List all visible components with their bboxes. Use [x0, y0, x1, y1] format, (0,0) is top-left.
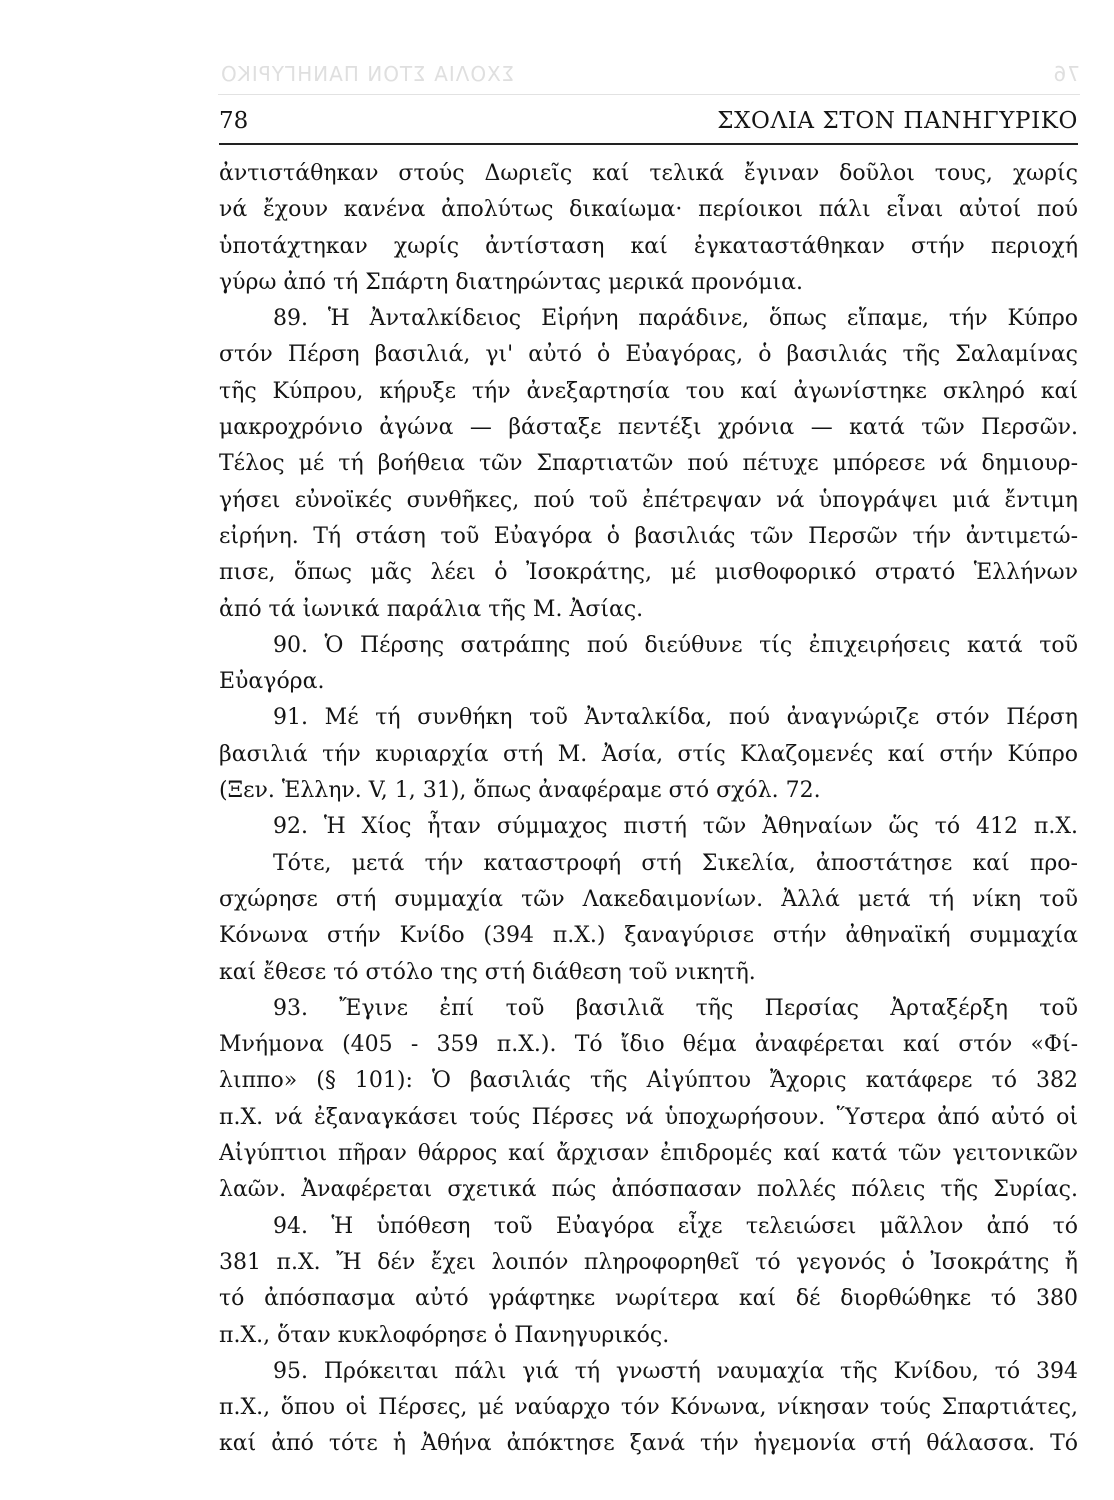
text-line: 381 π.Χ. Ἤ δέν ἔχει λοιπόν πληροφορηθεῖ τό γεγονός ὁ Ἰσοκράτης ἤ	[219, 1249, 1078, 1275]
text-line: 95. Πρόκειται πάλι γιά τή γνωστή ναυμαχία τῆς Κνίδου, τό 394	[273, 1358, 1078, 1384]
text-line: λιππο» (§ 101): Ὁ βασιλιάς τῆς Αἰγύπτου Ἄχορις κατάφερε τό 382	[219, 1068, 1078, 1094]
text-line: ὑποτάχτηκαν χωρίς ἀντίσταση καί ἐγκαταστάθηκαν στήν περιοχή	[219, 233, 1078, 259]
text-line: στόν Πέρση βασιλιά, γι' αὐτό ὁ Εὐαγόρας, ὁ βασιλιάς τῆς Σαλαμίνας	[219, 342, 1078, 368]
page-text	[219, 156, 1078, 1463]
text-line: Τότε, μετά τήν καταστροφή στή Σικελία, ἀποστάτησε καί προ-	[273, 850, 1078, 876]
text-line: Εὐαγόρα.	[219, 669, 325, 695]
text-line: σχώρησε στή συμμαχία τῶν Λακεδαιμονίων. Ἀλλά μετά τή νίκη τοῦ	[219, 886, 1078, 912]
text-line: γύρω ἀπό τή Σπάρτη διατηρώντας μερικά προνόμια.	[219, 269, 803, 295]
text-line: π.Χ. νά ἐξαναγκάσει τούς Πέρσες νά ὑποχωρήσουν. Ὕστερα ἀπό αὐτό οἱ	[219, 1104, 1078, 1130]
text-line: μακροχρόνιο ἀγώνα — βάσταξε πεντέξι χρόνια — κατά τῶν Περσῶν.	[219, 415, 1078, 441]
text-line: 93. Ἔγινε ἐπί τοῦ βασιλιᾶ τῆς Περσίας Ἀρταξέρξη τοῦ	[273, 995, 1078, 1021]
text-line: 94. Ἡ ὑπόθεση τοῦ Εὐαγόρα εἶχε τελειώσει μᾶλλον ἀπό τό	[273, 1213, 1078, 1239]
text-line: Αἰγύπτιοι πῆραν θάρρος καί ἄρχισαν ἐπιδρομές καί κατά τῶν γειτονικῶν	[219, 1141, 1078, 1167]
text-line: τῆς Κύπρου, κήρυξε τήν ἀνεξαρτησία του καί ἀγωνίστηκε σκληρό καί	[219, 378, 1078, 404]
text-line: καί ἔθεσε τό στόλο της στή διάθεση τοῦ νικητῆ.	[219, 959, 756, 985]
text-line: Μνήμονα (405 - 359 π.Χ.). Τό ἴδιο θέμα ἀναφέρεται καί στόν «Φί-	[219, 1032, 1078, 1058]
running-header	[219, 106, 1078, 136]
text-line: τό ἀπόσπασμα αὐτό γράφτηκε νωρίτερα καί δέ διορθώθηκε τό 380	[219, 1286, 1078, 1312]
show-through-rule	[218, 94, 1080, 95]
header-rule	[219, 143, 1078, 145]
text-line: 92. Ἡ Χίος ἦταν σύμμαχος πιστή τῶν Ἀθηναίων ὥς τό 412 π.Χ.	[273, 814, 1078, 840]
text-line: γήσει εὐνοϊκές συνθῆκες, πού τοῦ ἐπέτρεψαν νά ὑπογράψει μιά ἔντιμη	[219, 487, 1078, 513]
text-line: 90. Ὁ Πέρσης σατράπης πού διεύθυνε τίς ἐπιχειρήσεις κατά τοῦ	[273, 632, 1078, 658]
text-line: 89. Ἡ Ἀνταλκίδειος Εἰρήνη παράδινε, ὅπως εἴπαμε, τήν Κύπρο	[273, 306, 1078, 332]
text-line: καί ἀπό τότε ἡ Ἀθήνα ἀπόκτησε ξανά τήν ἡγεμονία στή θάλασσα. Τό	[219, 1431, 1078, 1457]
text-line: (Ξεν. Ἑλλην. V, 1, 31), ὅπως ἀναφέραμε στό σχόλ. 72.	[219, 778, 821, 804]
text-line: 91. Μέ τή συνθήκη τοῦ Ἀνταλκίδα, πού ἀναγνώριζε στόν Πέρση	[273, 705, 1078, 731]
show-through-page-number: 76	[1052, 62, 1080, 86]
text-line: Τέλος μέ τή βοήθεια τῶν Σπαρτιατῶν πού πέτυχε μπόρεσε νά δημιουρ-	[219, 451, 1078, 477]
show-through-header	[220, 62, 1080, 86]
text-line: π.Χ., ὅταν κυκλοφόρησε ὁ Πανηγυρικός.	[219, 1322, 670, 1348]
text-line: πισε, ὅπως μᾶς λέει ὁ Ἰσοκράτης, μέ μισθοφορικό στρατό Ἑλλήνων	[219, 560, 1078, 586]
text-line: νά ἔχουν κανένα ἀπολύτως δικαίωμα· περίοικοι πάλι εἶναι αὐτοί πού	[219, 197, 1078, 223]
text-line: ἀντιστάθηκαν στούς Δωριεῖς καί τελικά ἔγιναν δοῦλοι τους, χωρίς	[219, 161, 1078, 186]
text-line: ἀπό τά ἰωνικά παράλια τῆς Μ. Ἀσίας.	[219, 596, 644, 622]
text-line: π.Χ., ὅπου οἱ Πέρσες, μέ ναύαρχο τόν Κόνωνα, νίκησαν τούς Σπαρτιάτες,	[219, 1395, 1078, 1421]
text-line: λαῶν. Ἀναφέρεται σχετικά πώς ἀπόσπασαν πολλές πόλεις τῆς Συρίας.	[219, 1177, 1078, 1203]
page-number: 78	[219, 108, 249, 134]
text-line: εἰρήνη. Τή στάση τοῦ Εὐαγόρα ὁ βασιλιάς τῶν Περσῶν τήν ἀντιμετώ-	[219, 523, 1078, 549]
running-title: ΣΧΟΛΙΑ ΣΤΟΝ ΠΑΝΗΓΥΡΙΚΟ	[717, 108, 1078, 134]
text-line: βασιλιά τήν κυριαρχία στή Μ. Ἀσία, στίς Κλαζομενές καί στήν Κύπρο	[219, 741, 1078, 767]
show-through-title: ΣΧΟΛΙΑ ΣΤΟΝ ΠΑΝΗΓΥΡΙΚΟ	[220, 62, 515, 86]
text-line: Κόνωνα στήν Κνίδο (394 π.Χ.) ξαναγύρισε στήν ἀθηναϊκή συμμαχία	[219, 923, 1078, 949]
